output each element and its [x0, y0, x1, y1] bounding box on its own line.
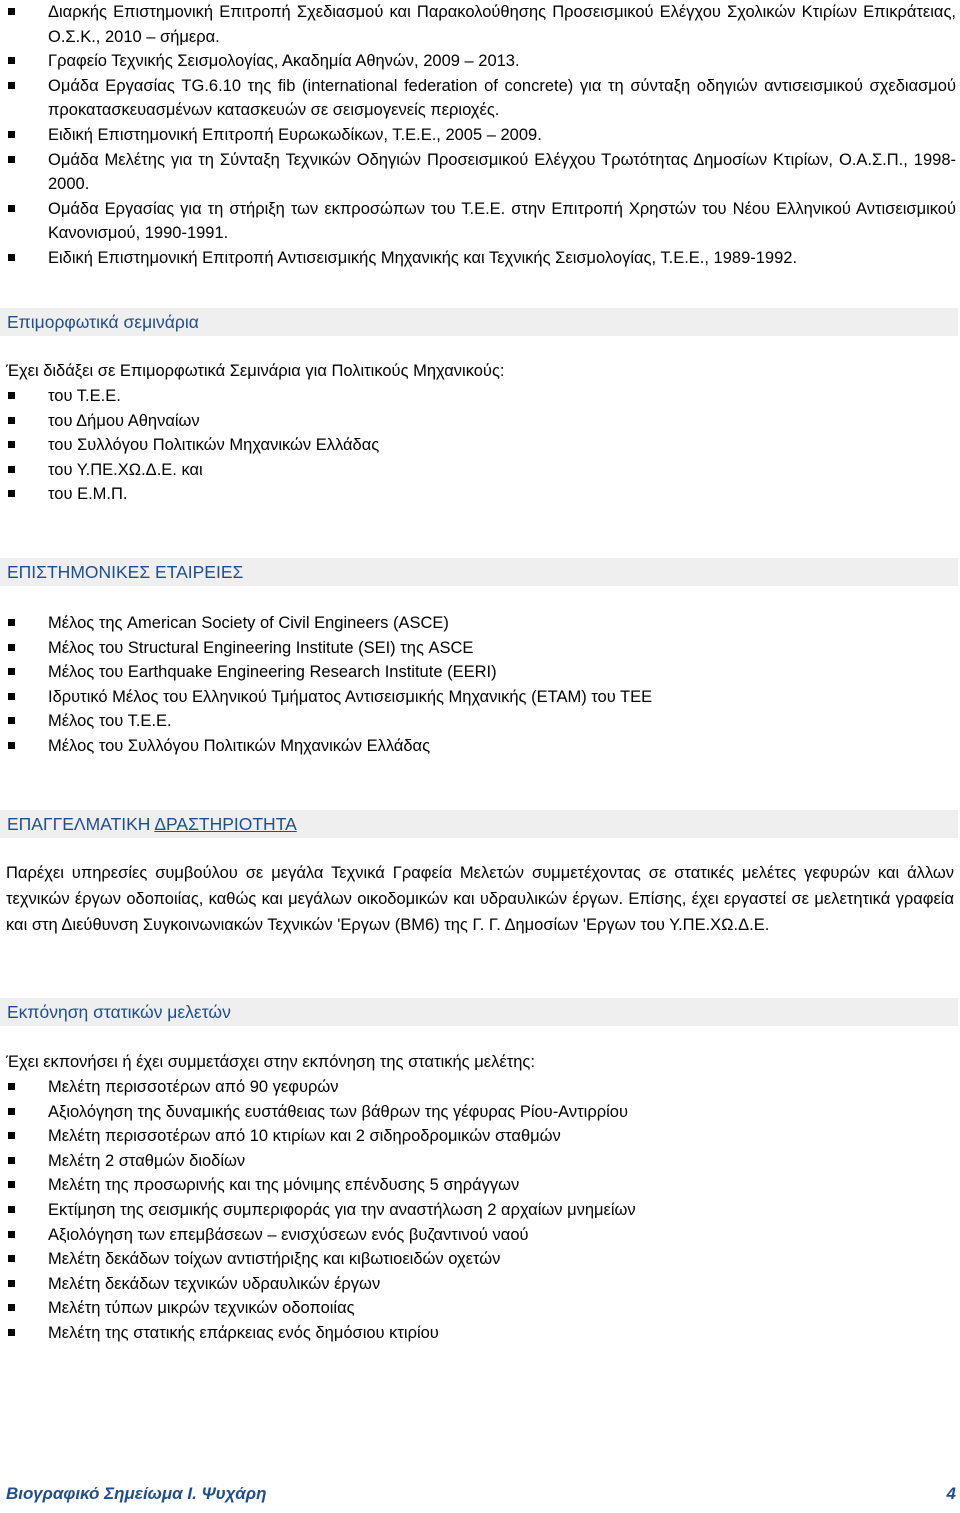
square-bullet-icon [8, 1206, 15, 1213]
list-item-text: του Δήμου Αθηναίων [48, 411, 200, 430]
list-item-text: Μελέτη περισσοτέρων από 10 κτιρίων και 2 σιδηροδρομικών σταθμών [48, 1127, 561, 1146]
list-item-text: του Ε.Μ.Π. [48, 485, 128, 504]
list-item [6, 1149, 956, 1174]
square-bullet-icon [8, 1157, 15, 1164]
list-item [6, 709, 956, 734]
list-item [6, 1223, 956, 1248]
list-item [6, 409, 956, 434]
list-item-text: Ιδρυτικό Μέλος του Ελληνικού Τμήματος Αντισεισμικής Μηχανικής (ΕΤΑΜ) του ΤΕΕ [48, 687, 653, 706]
list-item [6, 1321, 956, 1346]
list-item-text: Μέλος της American Society of Civil Engineers (ASCE) [48, 614, 449, 632]
studies-intro: Έχει εκπονήσει ή έχει συμμετάσχει στην εκπόνηση της στατικής μελέτης: [6, 1053, 535, 1071]
committees-list [6, 0, 956, 271]
square-bullet-icon [8, 8, 15, 15]
list-item-text: Γραφείο Τεχνικής Σεισμολογίας, Ακαδημία Αθηνών, 2009 – 2013. [48, 52, 520, 71]
seminars-intro: Έχει διδάξει σε Επιμορφωτικά Σεμινάρια για Πολιτικούς Μηχανικούς: [6, 362, 505, 380]
list-item [6, 1296, 956, 1321]
list-item-text: του Τ.Ε.Ε. [48, 387, 121, 405]
list-item [6, 660, 956, 685]
square-bullet-icon [8, 1231, 15, 1238]
studies-heading: Εκπόνηση στατικών μελετών [0, 998, 958, 1026]
list-item [6, 611, 956, 636]
societies-list [6, 611, 956, 759]
square-bullet-icon [8, 466, 15, 473]
square-bullet-icon [8, 1329, 15, 1336]
square-bullet-icon [8, 1304, 15, 1311]
square-bullet-icon [8, 490, 15, 497]
list-item-text: Ειδική Επιστημονική Επιτροπή Αντισεισμικής Μηχανικής και Τεχνικής Σεισμολογίας, Τ.Ε.Ε., 1989-1992. [48, 248, 798, 267]
list-item-text: Μελέτη δεκάδων τεχνικών υδραυλικών έργων [48, 1274, 381, 1293]
list-item [6, 1247, 956, 1272]
list-item [6, 458, 956, 483]
list-item [6, 123, 956, 148]
list-item-text: Αξιολόγηση της δυναμικής ευστάθειας των βάθρων της γέφυρας Ρίου-Αντιρρίου [48, 1102, 628, 1121]
list-item-text: του Υ.ΠΕ.ΧΩ.Δ.Ε. και [48, 460, 203, 479]
square-bullet-icon [8, 254, 15, 261]
list-item [6, 1100, 956, 1125]
footer-title: Βιογραφικό Σημείωμα Ι. Ψυχάρη [6, 1484, 267, 1503]
list-item [6, 384, 956, 409]
list-item [6, 433, 956, 458]
professional-text: Παρέχει υπηρεσίες συμβούλου σε μεγάλα Τεχνικά Γραφεία Μελετών συμμετέχοντας σε στατικές μελέτες γεφυρών και άλλων τεχνικών έργων οδοποιίας, καθώς και μεγάλων οικοδομικών και υδραυλικών έργων. Επίσης, έχει εργαστεί σε μελετητικά γραφεία και στη Διεύθυνση Συγκοινωνιακών Τεχνικών 'Εργων (ΒΜ6) της Γ. Γ. Δημοσίων 'Εργων του Υ.ΠΕ.ΧΩ.Δ.Ε. [6, 864, 954, 934]
seminars-list [6, 384, 956, 507]
list-item [6, 1272, 956, 1297]
list-item [6, 0, 956, 49]
list-item-text: του Συλλόγου Πολιτικών Μηχανικών Ελλάδας [48, 436, 380, 455]
list-item-text: Μέλος του Structural Engineering Institute (SEI) της ASCE [48, 638, 474, 657]
square-bullet-icon [8, 1255, 15, 1262]
list-item-text: Μέλος του Τ.Ε.Ε. [48, 712, 172, 731]
list-item [6, 482, 956, 507]
seminars-heading: Επιμορφωτικά σεμινάρια [0, 308, 958, 336]
list-item-text: Μελέτη δεκάδων τοίχων αντιστήριξης και κιβωτιοειδών οχετών [48, 1250, 501, 1269]
list-item-text: Μελέτη της προσωρινής και της μόνιμης επένδυσης 5 σηράγγων [48, 1176, 520, 1195]
list-item-text: Ομάδα Μελέτης για τη Σύνταξη Τεχνικών Οδηγιών Προσεισμικού Ελέγχου Τρωτότητας Δημοσίων Κτιρίων, Ο.Α.Σ.Π., 1998-2000. [48, 150, 956, 194]
list-item [6, 1124, 956, 1149]
list-item [6, 1198, 956, 1223]
square-bullet-icon [8, 131, 15, 138]
square-bullet-icon [8, 1083, 15, 1090]
square-bullet-icon [8, 668, 15, 675]
list-item [6, 1075, 956, 1100]
professional-heading [0, 810, 958, 838]
square-bullet-icon [8, 205, 15, 212]
societies-heading: ΕΠΙΣΤΗΜΟΝΙΚΕΣ ΕΤΑΙΡΕΙΕΣ [0, 558, 958, 586]
list-item [6, 49, 956, 74]
square-bullet-icon [8, 1108, 15, 1115]
square-bullet-icon [8, 392, 15, 399]
studies-list [6, 1075, 956, 1346]
list-item-text: Ομάδα Εργασίας για τη στήριξη των εκπροσώπων του Τ.Ε.Ε. στην Επιτροπή Χρηστών του Νέου Ελληνικού Αντισεισμικού Κανονισμού, 1990-1991. [48, 199, 956, 243]
square-bullet-icon [8, 156, 15, 163]
list-item [6, 685, 956, 710]
professional-heading-part2: ΔΡΑΣΤΗΡΙΟΤΗΤΑ [154, 814, 297, 834]
list-item [6, 74, 956, 123]
square-bullet-icon [8, 441, 15, 448]
square-bullet-icon [8, 417, 15, 424]
square-bullet-icon [8, 693, 15, 700]
square-bullet-icon [8, 1181, 15, 1188]
square-bullet-icon [8, 1280, 15, 1287]
square-bullet-icon [8, 1132, 15, 1139]
list-item-text: Εκτίμηση της σεισμικής συμπεριφοράς για την αναστήλωση 2 αρχαίων μνημείων [48, 1200, 636, 1219]
square-bullet-icon [8, 717, 15, 724]
square-bullet-icon [8, 82, 15, 89]
list-item-text: Ομάδα Εργασίας TG.6.10 της fib (international federation of concrete) για τη σύνταξη οδηγιών αντισεισμικού σχεδιασμού προκατασκευασμένων κατασκευών σε σεισμογενείς περιοχές. [48, 76, 956, 120]
list-item [6, 734, 956, 759]
list-item [6, 636, 956, 661]
list-item-text: Μελέτη τύπων μικρών τεχνικών οδοποιίας [48, 1299, 355, 1318]
square-bullet-icon [8, 619, 15, 626]
list-item [6, 246, 956, 271]
list-item-text: Ειδική Επιστημονική Επιτροπή Ευρωκωδίκων, Τ.Ε.Ε., 2005 – 2009. [48, 125, 542, 144]
list-item [6, 1173, 956, 1198]
list-item-text: Διαρκής Επιστημονική Επιτροπή Σχεδιασμού και Παρακολούθησης Προσεισμικού Ελέγχου Σχολικών Κτιρίων Επικράτειας, Ο.Σ.Κ., 2010 – σήμερα. [48, 3, 956, 46]
square-bullet-icon [8, 742, 15, 749]
square-bullet-icon [8, 644, 15, 651]
page-number: 4 [946, 1484, 956, 1503]
list-item-text: Μελέτη 2 σταθμών διοδίων [48, 1151, 246, 1170]
professional-heading-part1: ΕΠΑΓΓΕΛΜΑΤΙΚΗ [7, 814, 155, 834]
list-item-text: Μέλος του Συλλόγου Πολιτικών Μηχανικών Ελλάδας [48, 736, 431, 755]
square-bullet-icon [8, 57, 15, 64]
list-item-text: Αξιολόγηση των επεμβάσεων – ενισχύσεων ενός βυζαντινού ναού [48, 1225, 529, 1244]
list-item [6, 148, 956, 197]
list-item-text: Μέλος του Earthquake Engineering Research Institute (EERI) [48, 663, 497, 682]
list-item-text: Μελέτη της στατικής επάρκειας ενός δημόσιου κτιρίου [48, 1323, 439, 1342]
list-item [6, 197, 956, 246]
list-item-text: Μελέτη περισσοτέρων από 90 γεφυρών [48, 1078, 339, 1096]
